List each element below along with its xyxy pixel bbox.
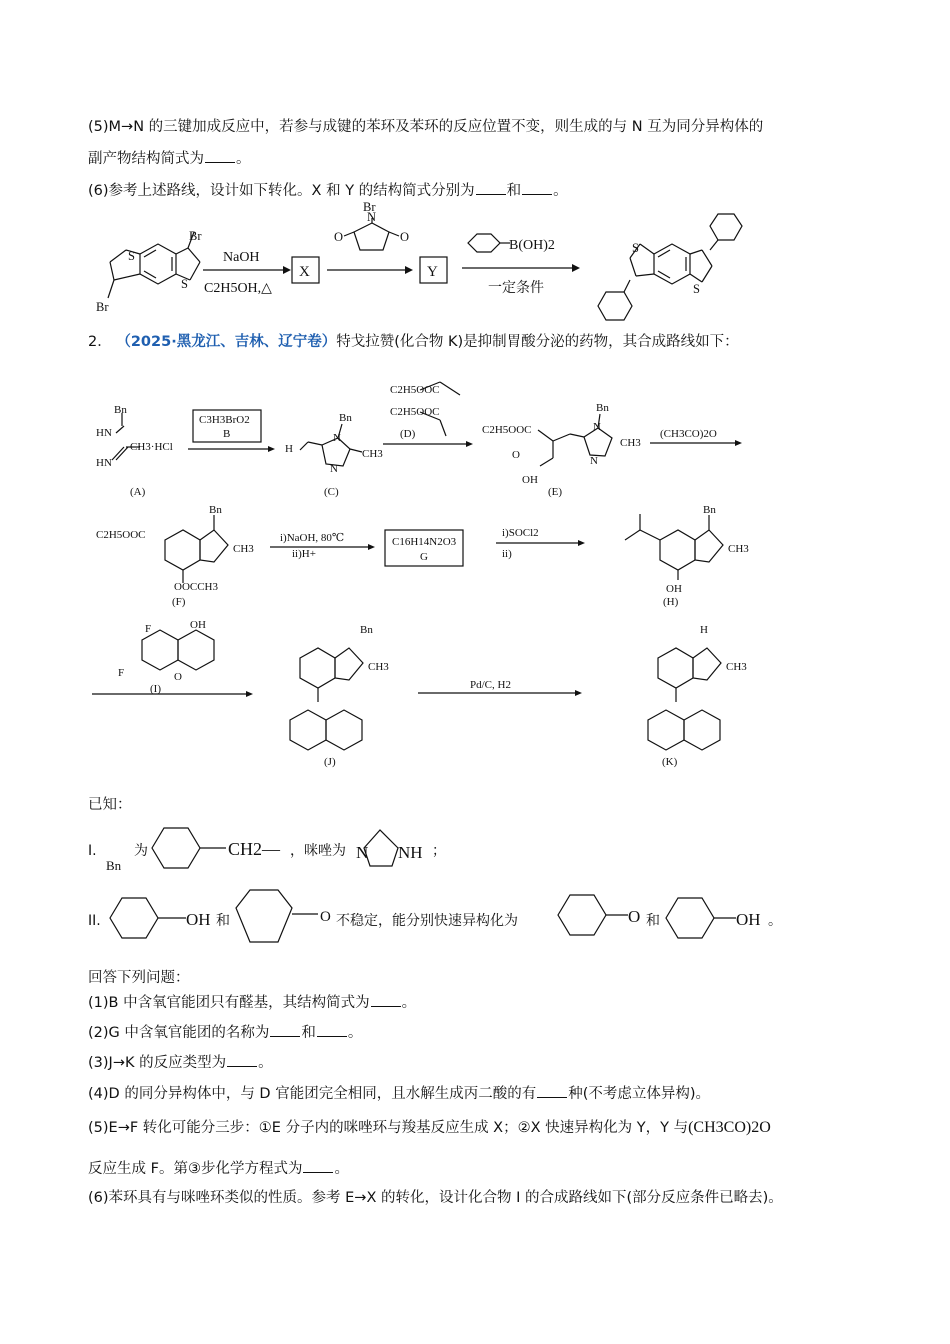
- svg-text:C2H5OOC: C2H5OOC: [482, 424, 532, 436]
- svg-text:Bn: Bn: [703, 504, 716, 516]
- svg-text:为: 为: [134, 843, 148, 859]
- q1-part5-line2: 副产物结构简式为 。: [88, 148, 251, 169]
- cyclohexenone-ring: [558, 895, 606, 935]
- q2-6: (6)苯环具有与咪唑环类似的性质。参考 E→X 的转化，设计化合物 I 的合成路线如下(部分反应条件已略去)。: [88, 1190, 783, 1206]
- svg-text:C2H5OOC: C2H5OOC: [96, 529, 146, 541]
- svg-text:Bn: Bn: [106, 858, 122, 873]
- svg-text:CH3: CH3: [368, 661, 389, 673]
- q2-4: (4)D 的同分异构体中，与 D 官能团完全相同，且水解生成丙二酸的有 种(不考虑立体异构)。: [88, 1083, 710, 1104]
- svg-text:(I): (I): [150, 683, 161, 695]
- svg-text:ii): ii): [502, 548, 512, 560]
- svg-text:I.: I.: [88, 843, 97, 859]
- svg-text:不稳定，能分别快速异构化为: 不稳定，能分别快速异构化为: [336, 913, 518, 929]
- svg-text:OH: OH: [186, 910, 211, 929]
- svg-text:NH: NH: [398, 843, 423, 862]
- svg-text:N: N: [330, 463, 338, 475]
- svg-text:N: N: [593, 421, 601, 433]
- svg-text:C3H3BrO2: C3H3BrO2: [199, 414, 250, 426]
- svg-text:N: N: [333, 432, 341, 444]
- svg-text:O: O: [174, 671, 182, 683]
- svg-text:O: O: [320, 909, 331, 925]
- svg-text:CH3: CH3: [233, 543, 254, 555]
- scheme1-product: [598, 214, 742, 320]
- answer-title: 回答下列问题：: [88, 970, 190, 986]
- svg-text:；: ；: [432, 843, 446, 859]
- svg-text:HN: HN: [96, 457, 112, 469]
- svg-text:i)NaOH, 80℃: i)NaOH, 80℃: [280, 532, 345, 544]
- compound-k: [648, 648, 721, 750]
- svg-text:(A): (A): [130, 486, 146, 498]
- q1-part5-line: (5)M→N 的三键加成反应中，若参与成键的苯环及苯环的反应位置不变，则生成的与 N 互为同分异构体的: [88, 119, 764, 135]
- svg-text:OH: OH: [190, 619, 206, 631]
- svg-text:H: H: [700, 624, 708, 636]
- svg-text:(D): (D): [400, 428, 416, 440]
- svg-text:B: B: [223, 428, 231, 440]
- reagent-etoh: C2H5OH,△: [204, 281, 272, 296]
- svg-text:Pd/C, H2: Pd/C, H2: [470, 679, 511, 691]
- svg-text:Bn: Bn: [114, 404, 127, 416]
- svg-text:CH3: CH3: [362, 448, 383, 460]
- svg-text:F: F: [145, 623, 152, 635]
- svg-text:N: N: [356, 843, 369, 862]
- box-x-label: X: [299, 264, 310, 280]
- cyclohexadiene-ring: [110, 898, 158, 938]
- atom-o: O: [400, 230, 410, 244]
- atom-br: Br: [363, 200, 376, 214]
- svg-text:II.: II.: [88, 913, 101, 929]
- svg-text:CH3: CH3: [620, 437, 641, 449]
- atom-n: N: [367, 210, 377, 224]
- svg-text:(C): (C): [324, 486, 339, 498]
- q2-5: (5)E→F 转化可能分三步：①E 分子内的咪唑环与羧基反应生成 X；②X 快速异构化为 Y，Y 与(CH3CO)2O: [88, 1119, 771, 1136]
- atom-s: S: [632, 241, 639, 255]
- compound-j: [290, 648, 363, 750]
- svg-text:G: G: [420, 551, 428, 563]
- svg-text:CH3: CH3: [728, 543, 749, 555]
- condition-text: 一定条件: [488, 280, 544, 296]
- compound-h: [625, 514, 723, 580]
- svg-text:OOCCH3: OOCCH3: [174, 581, 219, 593]
- svg-text:Bn: Bn: [209, 504, 222, 516]
- svg-text:H: H: [285, 443, 293, 455]
- box-y-label: Y: [427, 264, 438, 280]
- q2-3: (3)J→K 的反应类型为 。: [88, 1052, 273, 1073]
- svg-text:CH3: CH3: [726, 661, 747, 673]
- svg-text:OH: OH: [666, 583, 682, 595]
- svg-text:Bn: Bn: [339, 412, 352, 424]
- svg-text:OH: OH: [522, 474, 538, 486]
- atom-br: Br: [96, 300, 109, 314]
- svg-text:N: N: [590, 455, 598, 467]
- svg-text:CH2—: CH2—: [228, 839, 281, 859]
- svg-text:CH3·HCl: CH3·HCl: [130, 441, 173, 453]
- atom-s: S: [181, 277, 188, 291]
- svg-text:和: 和: [646, 913, 660, 929]
- phenol-ring: [666, 898, 714, 938]
- svg-text:C2H5OOC: C2H5OOC: [390, 384, 440, 396]
- atom-o: O: [334, 230, 344, 244]
- q2-stem-line: 2． （2025·黑龙江、吉林、辽宁卷）特戈拉赞(化合物 K)是抑制胃酸分泌的药物，其合成路线如下：: [88, 334, 739, 350]
- q2-5b: 反应生成 F。第③步化学方程式为 。: [88, 1158, 349, 1179]
- svg-text:ii)H+: ii)H+: [292, 548, 316, 560]
- svg-text:，咪唑为: ，咪唑为: [290, 843, 346, 859]
- cyclohexenone-ring: [236, 890, 292, 942]
- atom-s: S: [128, 249, 135, 263]
- compound-c: [300, 424, 362, 466]
- svg-text:(CH3CO)2O: (CH3CO)2O: [660, 428, 717, 440]
- benzene-ring: [468, 234, 500, 252]
- svg-text:i)SOCl2: i)SOCl2: [502, 527, 539, 539]
- imidazole-ring: [364, 830, 398, 866]
- formula-ac2o: (CH3CO)2O: [688, 1119, 771, 1136]
- boronic-acid: B(OH)2: [509, 238, 555, 253]
- compound-i: [142, 630, 214, 670]
- q2-source: （2025·黑龙江、吉林、辽宁卷）: [116, 334, 337, 350]
- compound-f: [165, 515, 228, 583]
- svg-text:O: O: [512, 449, 520, 461]
- svg-text:C16H14N2O3: C16H14N2O3: [392, 536, 457, 548]
- svg-text:。: 。: [768, 913, 782, 929]
- benzene-ring: [152, 828, 200, 868]
- reagent-naoh: NaOH: [223, 250, 260, 265]
- atom-s: S: [693, 282, 700, 296]
- svg-text:(F): (F): [172, 596, 186, 608]
- svg-text:F: F: [118, 667, 125, 679]
- q2-2: (2)G 中含氧官能团的名称为 和 。: [88, 1022, 362, 1043]
- q2-1: (1)B 中含氧官能团只有醛基，其结构简式为 。: [88, 992, 416, 1013]
- svg-text:和: 和: [216, 913, 230, 929]
- svg-text:(E): (E): [548, 486, 563, 498]
- q1-part6-line: (6)参考上述路线，设计如下转化。X 和 Y 的结构简式分别为 和 。: [88, 180, 568, 201]
- svg-text:C2H5OOC: C2H5OOC: [390, 406, 440, 418]
- svg-text:(H): (H): [663, 596, 679, 608]
- svg-text:Bn: Bn: [596, 402, 609, 414]
- svg-text:(J): (J): [324, 756, 336, 768]
- svg-text:O: O: [628, 907, 641, 926]
- svg-text:HN: HN: [96, 427, 112, 439]
- atom-br: Br: [189, 229, 202, 243]
- svg-text:(K): (K): [662, 756, 678, 768]
- svg-text:OH: OH: [736, 910, 761, 929]
- known-title: 已知：: [88, 797, 132, 813]
- svg-text:Bn: Bn: [360, 624, 373, 636]
